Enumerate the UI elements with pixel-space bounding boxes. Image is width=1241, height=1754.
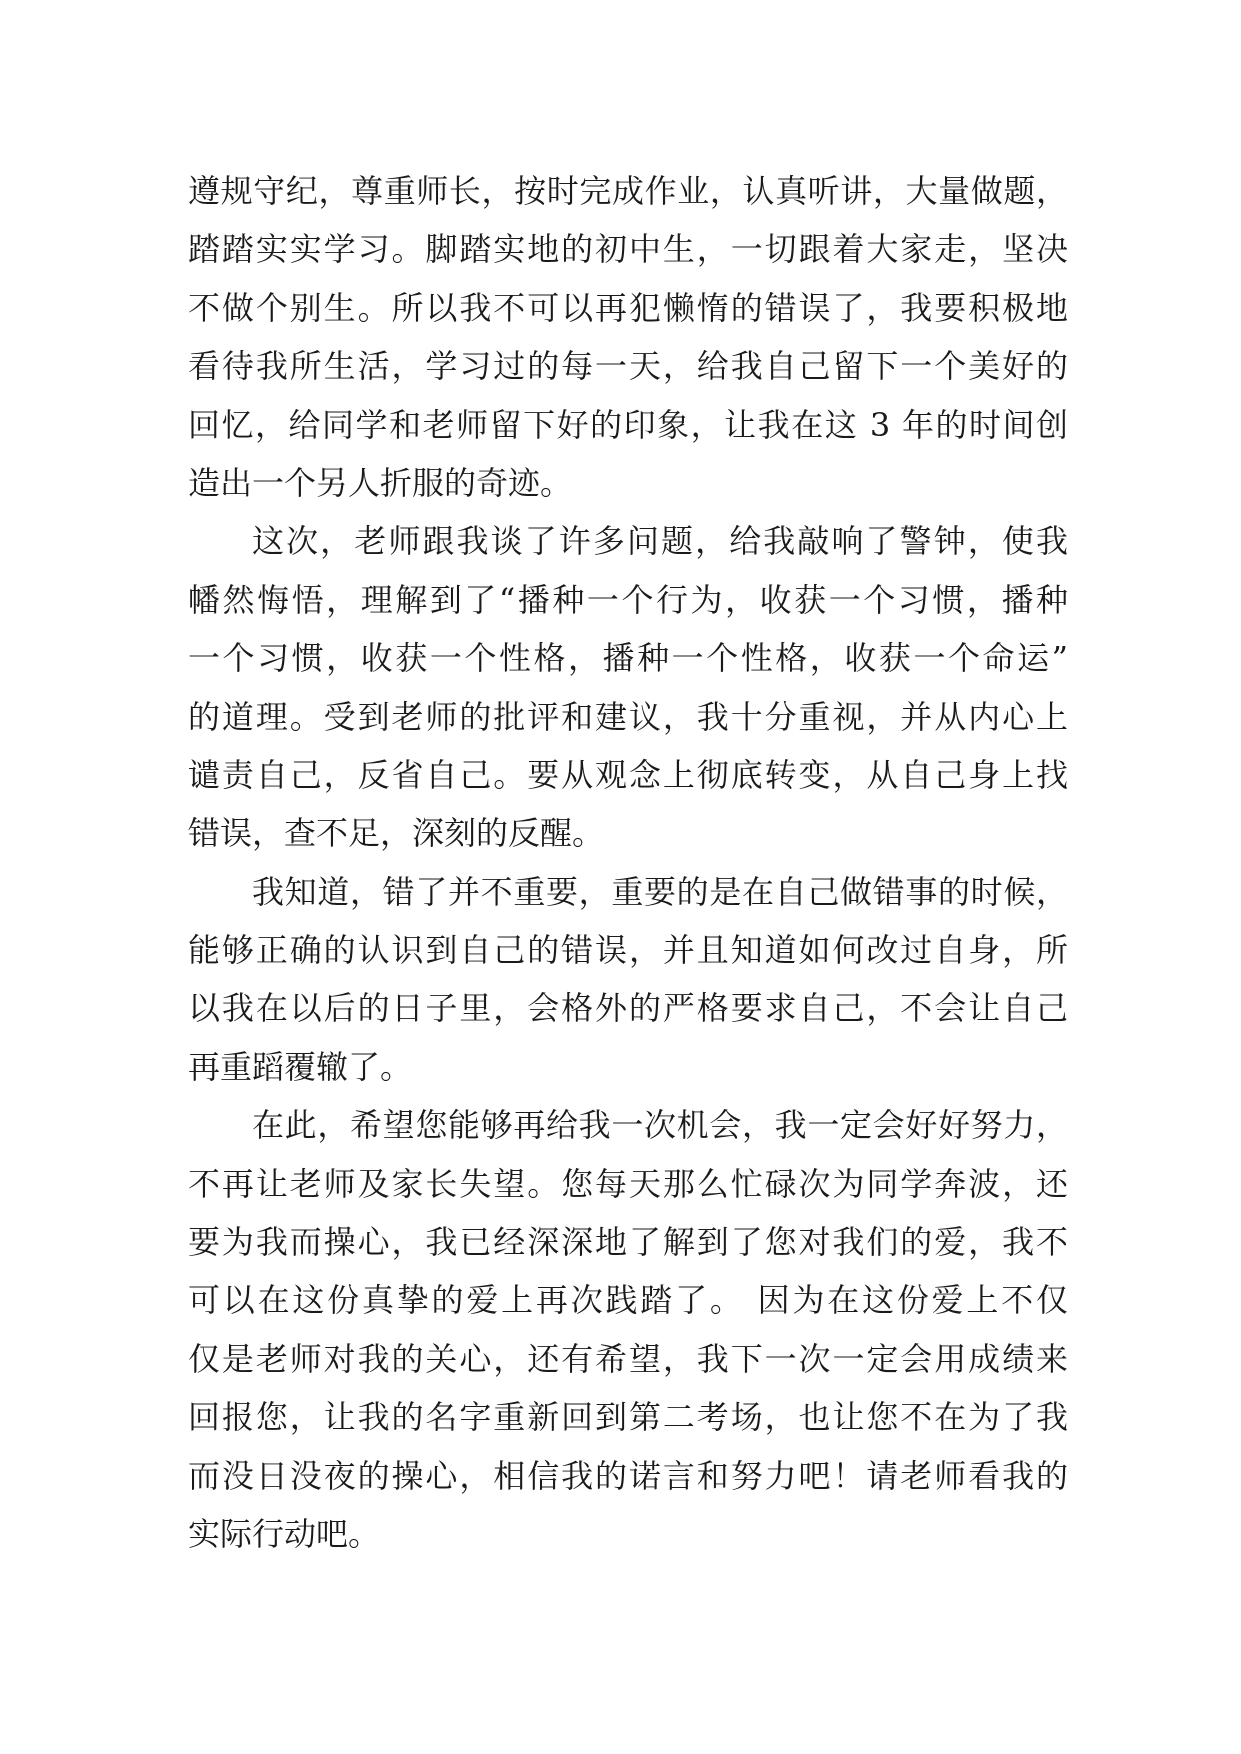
text-line: 谴责自己，反省自己。要从观念上彻底转变，从自己身上找 xyxy=(188,755,1068,794)
text-line: 遵规守纪，尊重师长，按时完成作业，认真听讲，大量做题， xyxy=(188,172,1068,210)
text-line: 实际行动吧。 xyxy=(188,1514,381,1553)
paragraph-first-line: 在此，希望您能够再给我一次机会，我一定会好好努力， xyxy=(252,1106,1068,1145)
text-line: 踏踏实实学习。脚踏实地的初中生，一切跟着大家走，坚决 xyxy=(188,230,1068,269)
text-line: 而没日没夜的操心，相信我的诺言和努力吧！请老师看我的 xyxy=(188,1456,1068,1495)
text-line: 幡然悔悟，理解到了“播种一个行为，收获一个习惯，播种 xyxy=(188,580,1068,619)
text-line: 可以在这份真挚的爱上再次践踏了。 因为在这份爱上不仅 xyxy=(188,1281,1068,1320)
text-line: 回报您，让我的名字重新回到第二考场，也让您不在为了我 xyxy=(188,1398,1068,1437)
text-line: 造出一个另人折服的奇迹。 xyxy=(188,463,573,502)
text-line: 再重蹈覆辙了。 xyxy=(188,1047,413,1086)
text-line: 错误，查不足，深刻的反醒。 xyxy=(188,814,605,853)
text-line: 以我在以后的日子里，会格外的严格要求自己，不会让自己 xyxy=(188,989,1068,1028)
text-line: 仅是老师对我的关心，还有希望，我下一次一定会用成绩来 xyxy=(188,1339,1068,1378)
text-line: 看待我所生活，学习过的每一天，给我自己留下一个美好的 xyxy=(188,347,1068,386)
text-line: 的道理。受到老师的批评和建议，我十分重视，并从内心上 xyxy=(188,697,1068,736)
text-line: 回忆，给同学和老师留下好的印象，让我在这 3 年的时间创 xyxy=(188,405,1068,444)
paragraph-first-line: 这次，老师跟我谈了许多问题，给我敲响了警钟，使我 xyxy=(252,522,1068,561)
text-line: 能够正确的认识到自己的错误，并且知道如何改过自身，所 xyxy=(188,931,1068,970)
text-line: 不再让老师及家长失望。您每天那么忙碌次为同学奔波，还 xyxy=(188,1164,1068,1203)
paragraph-first-line: 我知道，错了并不重要，重要的是在自己做错事的时候， xyxy=(252,872,1068,911)
text-line: 不做个别生。所以我不可以再犯懒惰的错误了，我要积极地 xyxy=(188,288,1068,327)
document-body xyxy=(188,162,1068,1563)
text-line: 一个习惯，收获一个性格，播种一个性格，收获一个命运” xyxy=(188,639,1068,678)
text-line: 要为我而操心，我已经深深地了解到了您对我们的爱，我不 xyxy=(188,1223,1068,1262)
